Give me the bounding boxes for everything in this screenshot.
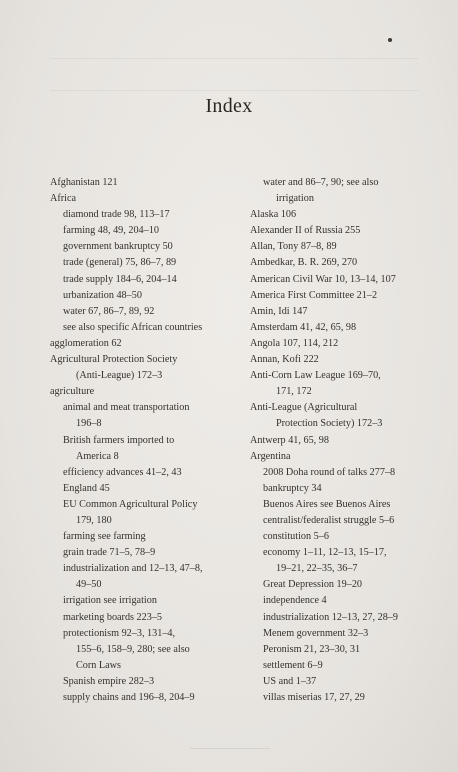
index-entry: Amsterdam 41, 42, 65, 98 — [250, 321, 357, 333]
index-entry: England 45 — [63, 482, 110, 494]
index-entry: water 67, 86–7, 89, 92 — [63, 305, 155, 317]
index-entry: Africa — [50, 193, 77, 205]
index-entry: agglomeration 62 — [50, 337, 122, 349]
index-entry: urbanization 48–50 — [63, 289, 142, 301]
index-entry: supply chains and 196–8, 204–9 — [63, 692, 195, 703]
index-entry: constitution 5–6 — [263, 531, 329, 543]
index-entry: water and 86–7, 90; see also — [263, 177, 379, 188]
index-entry: Great Depression 19–20 — [263, 579, 363, 591]
index-entry: Annan, Kofi 222 — [250, 354, 319, 366]
index-entry: American Civil War 10, 13–14, 107 — [250, 273, 396, 285]
index-entry: Alexander II of Russia 255 — [250, 225, 361, 237]
index-entry: industrialization 12–13, 27, 28–9 — [263, 611, 398, 623]
index-column-left — [50, 175, 240, 706]
index-entry: centralist/federalist struggle 5–6 — [263, 514, 395, 526]
index-entry: independence 4 — [263, 595, 327, 607]
index-entry: economy 1–11, 12–13, 15–17, — [263, 547, 387, 559]
index-entry: Angola 107, 114, 212 — [250, 337, 339, 349]
page-title: Index — [205, 95, 253, 117]
index-entry: government bankruptcy 50 — [63, 241, 173, 253]
index-entry: 2008 Doha round of talks 277–8 — [263, 466, 396, 478]
index-entry: Anti-League (Agricultural — [250, 402, 358, 414]
index-entry: agriculture — [50, 386, 95, 398]
index-entry: industrialization and 12–13, 47–8, — [63, 563, 203, 575]
index-entry: Protection Society) 172–3 — [276, 418, 383, 430]
index-entry: (Anti-League) 172–3 — [76, 370, 163, 382]
index-entry: irrigation — [276, 193, 314, 205]
index-entry: farming see farming — [63, 531, 146, 543]
index-entry: Amin, Idi 147 — [250, 305, 308, 317]
index-entry: Peronism 21, 23–30, 31 — [263, 643, 361, 655]
index-entry: Buenos Aires see Buenos Aires — [263, 498, 391, 510]
index-entry: animal and meat transportation — [63, 402, 190, 414]
index-entry: Spanish empire 282–3 — [63, 675, 155, 687]
index-entry: trade (general) 75, 86–7, 89 — [63, 257, 177, 269]
index-entry: America 8 — [76, 450, 119, 462]
index-entry: farming 48, 49, 204–10 — [63, 225, 159, 237]
bleed-through-line — [50, 90, 418, 91]
index-entry: diamond trade 98, 113–17 — [63, 209, 170, 221]
index-entry: Anti-Corn Law League 169–70, — [250, 370, 381, 382]
index-entry: 19–21, 22–35, 36–7 — [276, 563, 358, 575]
index-entry: efficiency advances 41–2, 43 — [63, 466, 182, 478]
index-entry: America First Committee 21–2 — [250, 289, 378, 301]
index-entry: irrigation see irrigation — [63, 595, 157, 607]
running-head-bleed-through — [55, 34, 415, 48]
index-entry: British farmers imported to — [63, 434, 175, 446]
index-entry: 155–6, 158–9, 280; see also — [76, 643, 190, 655]
index-entry: bankruptcy 34 — [263, 482, 322, 494]
index-column-right — [250, 175, 435, 706]
index-entry: marketing boards 223–5 — [63, 611, 163, 623]
footer-rule — [190, 748, 270, 749]
index-entry: EU Common Agricultural Policy — [63, 498, 198, 510]
index-entry: US and 1–37 — [263, 675, 317, 687]
index-entry: Ambedkar, B. R. 269, 270 — [250, 257, 358, 269]
index-entry: trade supply 184–6, 204–14 — [63, 273, 177, 285]
index-entry: protectionism 92–3, 131–4, — [63, 627, 176, 639]
index-entry: Agricultural Protection Society — [50, 354, 178, 366]
bleed-through-line — [50, 58, 418, 59]
index-entry: Menem government 32–3 — [263, 627, 369, 639]
index-entry: Alaska 106 — [250, 209, 297, 221]
index-entry: Afghanistan 121 — [50, 177, 118, 188]
index-entry: Allan, Tony 87–8, 89 — [250, 241, 337, 253]
index-entry: grain trade 71–5, 78–9 — [63, 547, 156, 559]
index-entry: settlement 6–9 — [263, 659, 323, 671]
ink-speck — [388, 38, 392, 42]
index-entry: 179, 180 — [76, 514, 112, 526]
index-entry: Antwerp 41, 65, 98 — [250, 434, 329, 446]
index-entry: villas miserias 17, 27, 29 — [263, 692, 365, 703]
index-entry: 171, 172 — [276, 386, 312, 398]
index-entry: Argentina — [250, 450, 291, 462]
index-entry: 49–50 — [76, 579, 102, 591]
index-entry: see also specific African countries — [63, 321, 203, 333]
index-entry: Corn Laws — [76, 659, 121, 671]
index-entry: 196–8 — [76, 418, 102, 430]
